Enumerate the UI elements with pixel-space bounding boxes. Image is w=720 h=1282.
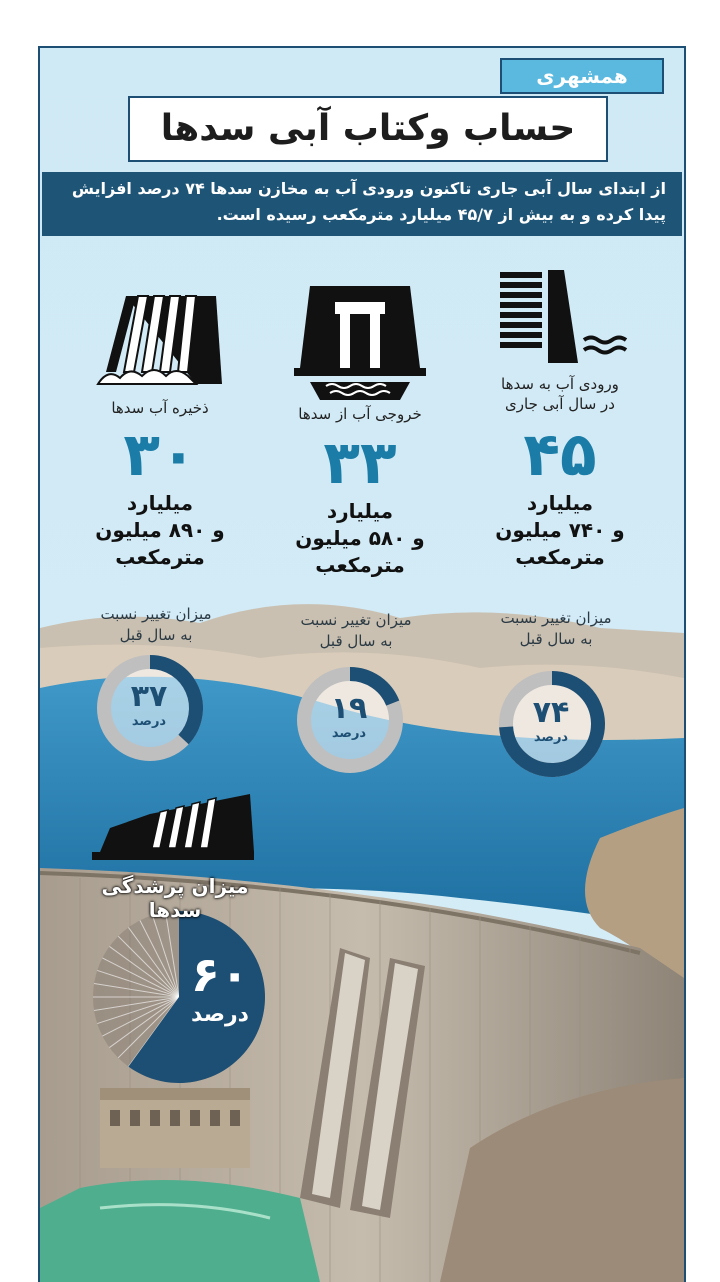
stat-unit: میلیارد bbox=[326, 499, 394, 523]
stat-unit: و ۷۴۰ میلیون bbox=[495, 518, 625, 542]
fill-title: میزان پرشدگی سدها bbox=[101, 874, 249, 922]
stat-unit: مترمکعب bbox=[115, 545, 205, 569]
ring-unit: درصد bbox=[533, 730, 569, 745]
ring-value bbox=[94, 680, 204, 730]
stat-unit: میلیارد bbox=[526, 491, 594, 515]
stat-label: در سال آبی جاری bbox=[505, 395, 615, 413]
ring-value bbox=[294, 692, 404, 742]
dam-inflow-icon bbox=[498, 268, 628, 368]
stat-outflow bbox=[270, 404, 450, 579]
ring-number: ۳۷ bbox=[130, 679, 168, 714]
change-label bbox=[266, 610, 446, 652]
dam-fill-icon bbox=[90, 788, 260, 864]
stat-label: خروجی آب از سدها bbox=[298, 405, 422, 423]
page-title: حساب وکتاب آبی سدها bbox=[128, 96, 608, 162]
fill-unit: درصد bbox=[191, 1002, 249, 1027]
change-label-line: میزان تغییر نسبت bbox=[100, 605, 212, 623]
ring-value bbox=[496, 696, 606, 746]
change-label-line: به سال قبل bbox=[119, 626, 193, 644]
dam-spillway-icon bbox=[96, 292, 226, 386]
change-label bbox=[466, 608, 646, 650]
change-label-line: به سال قبل bbox=[519, 630, 593, 648]
stat-number: ۳۳ bbox=[323, 428, 397, 498]
change-label-line: میزان تغییر نسبت bbox=[500, 609, 612, 627]
stat-unit: و ۸۹۰ میلیون bbox=[95, 518, 225, 542]
fill-number: ۶۰ bbox=[190, 947, 250, 1003]
dam-outflow-icon bbox=[290, 282, 430, 400]
stat-unit: مترمکعب bbox=[515, 545, 605, 569]
ring-number: ۱۹ bbox=[330, 691, 368, 726]
change-label-line: به سال قبل bbox=[319, 632, 393, 650]
stat-number: ۳۰ bbox=[123, 420, 197, 490]
stat-number: ۴۵ bbox=[523, 420, 597, 490]
stat-unit: و ۵۸۰ میلیون bbox=[295, 526, 425, 550]
brand-logo: همشهری bbox=[500, 58, 664, 94]
ring-unit: درصد bbox=[331, 726, 367, 741]
ring-unit: درصد bbox=[131, 714, 167, 729]
stat-storage bbox=[70, 398, 250, 571]
change-label bbox=[66, 604, 246, 646]
stat-inflow bbox=[470, 374, 650, 571]
stat-label: ورودی آب به سدها bbox=[501, 375, 619, 393]
stat-unit: مترمکعب bbox=[315, 553, 405, 577]
stat-unit: میلیارد bbox=[126, 491, 194, 515]
change-label-line: میزان تغییر نسبت bbox=[300, 611, 412, 629]
intro-banner: از ابتدای سال آبی جاری تاکنون ورودی آب به مخازن سدها ۷۴ درصد افزایش پیدا کرده و به بیش از ۴۵/۷ میلیارد مترمکعب رسیده است. bbox=[42, 172, 682, 236]
stat-label: ذخیره آب سدها bbox=[111, 399, 209, 417]
ring-number: ۷۴ bbox=[532, 695, 570, 730]
